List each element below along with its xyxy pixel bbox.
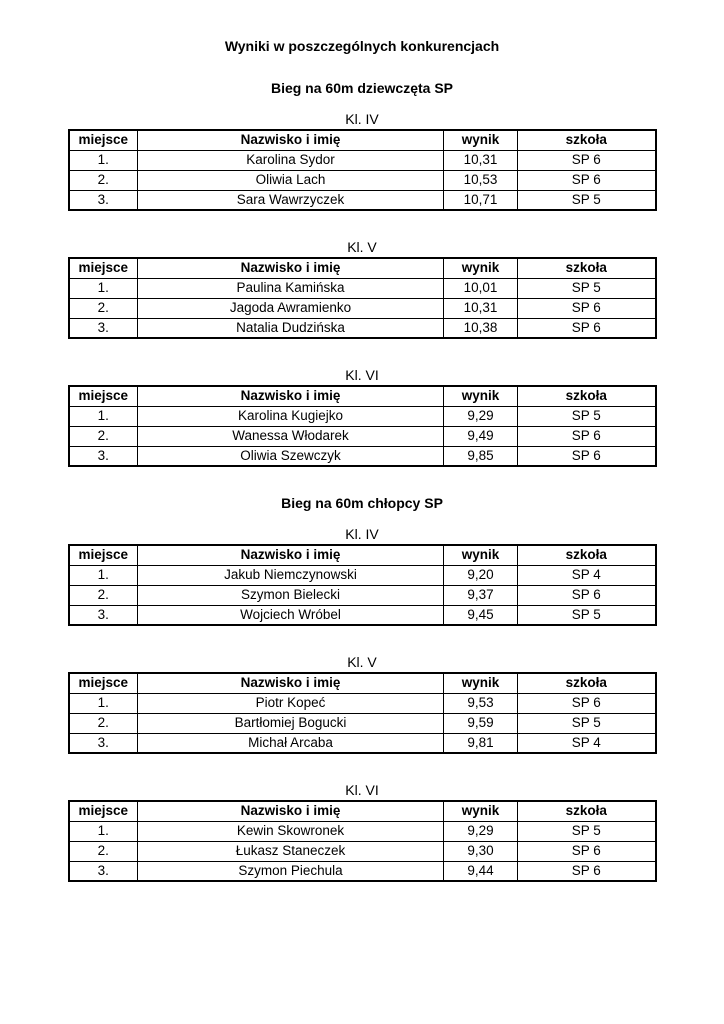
school-cell: SP 5 [518, 190, 656, 210]
class-label: Kl. VI [345, 367, 379, 383]
school-cell: SP 6 [518, 841, 656, 861]
column-header: wynik [444, 545, 518, 565]
column-header: wynik [444, 801, 518, 821]
school-cell: SP 5 [518, 278, 656, 298]
event-heading: Bieg na 60m dziewczęta SP [270, 80, 454, 96]
place-cell: 2. [69, 585, 138, 605]
column-header: wynik [444, 386, 518, 406]
table-header-row [69, 258, 656, 278]
name-cell: Jakub Niemczynowski [138, 565, 444, 585]
result-cell: 9,49 [444, 426, 518, 446]
result-cell: 9,45 [444, 605, 518, 625]
document-title: Wyniki w poszczególnych konkurencjach [224, 38, 500, 54]
table-row [69, 605, 656, 625]
place-cell: 2. [69, 841, 138, 861]
result-cell: 9,20 [444, 565, 518, 585]
place-cell: 1. [69, 150, 138, 170]
table-row [69, 693, 656, 713]
table-row [69, 733, 656, 753]
school-cell: SP 6 [518, 170, 656, 190]
results-table-block [0, 239, 724, 339]
name-cell: Wojciech Wróbel [138, 605, 444, 625]
name-cell: Szymon Piechula [138, 861, 444, 881]
column-header: Nazwisko i imię [138, 258, 444, 278]
table-row [69, 713, 656, 733]
name-cell: Oliwia Lach [138, 170, 444, 190]
results-table [68, 672, 657, 754]
column-header: szkoła [518, 130, 656, 150]
table-header-row [69, 673, 656, 693]
place-cell: 1. [69, 565, 138, 585]
name-cell: Natalia Dudzińska [138, 318, 444, 338]
result-cell: 10,31 [444, 150, 518, 170]
result-cell: 9,59 [444, 713, 518, 733]
table-row [69, 170, 656, 190]
column-header: Nazwisko i imię [138, 801, 444, 821]
table-header-row [69, 130, 656, 150]
column-header: szkoła [518, 258, 656, 278]
school-cell: SP 5 [518, 605, 656, 625]
place-cell: 2. [69, 426, 138, 446]
class-label: Kl. IV [345, 526, 379, 542]
class-label: Kl. IV [345, 111, 379, 127]
result-cell: 9,29 [444, 406, 518, 426]
results-table [68, 129, 657, 211]
name-cell: Sara Wawrzyczek [138, 190, 444, 210]
table-row [69, 278, 656, 298]
table-row [69, 318, 656, 338]
school-cell: SP 6 [518, 585, 656, 605]
column-header: Nazwisko i imię [138, 545, 444, 565]
result-cell: 9,29 [444, 821, 518, 841]
table-row [69, 585, 656, 605]
event-section [0, 495, 724, 882]
school-cell: SP 5 [518, 821, 656, 841]
result-cell: 9,44 [444, 861, 518, 881]
column-header: miejsce [69, 258, 138, 278]
school-cell: SP 5 [518, 713, 656, 733]
place-cell: 1. [69, 278, 138, 298]
results-table [68, 800, 657, 882]
results-table-block [0, 111, 724, 211]
result-cell: 9,81 [444, 733, 518, 753]
place-cell: 2. [69, 298, 138, 318]
place-cell: 2. [69, 170, 138, 190]
column-header: miejsce [69, 801, 138, 821]
school-cell: SP 6 [518, 298, 656, 318]
table-row [69, 446, 656, 466]
name-cell: Szymon Bielecki [138, 585, 444, 605]
name-cell: Piotr Kopeć [138, 693, 444, 713]
place-cell: 3. [69, 318, 138, 338]
column-header: miejsce [69, 130, 138, 150]
place-cell: 3. [69, 446, 138, 466]
class-label: Kl. V [347, 239, 377, 255]
column-header: szkoła [518, 673, 656, 693]
place-cell: 3. [69, 190, 138, 210]
column-header: Nazwisko i imię [138, 130, 444, 150]
result-cell: 9,30 [444, 841, 518, 861]
table-row [69, 565, 656, 585]
result-cell: 10,31 [444, 298, 518, 318]
column-header: Nazwisko i imię [138, 673, 444, 693]
school-cell: SP 6 [518, 150, 656, 170]
table-header-row [69, 386, 656, 406]
school-cell: SP 4 [518, 565, 656, 585]
table-row [69, 861, 656, 881]
result-cell: 10,38 [444, 318, 518, 338]
column-header: wynik [444, 258, 518, 278]
column-header: miejsce [69, 673, 138, 693]
column-header: szkoła [518, 801, 656, 821]
table-row [69, 841, 656, 861]
place-cell: 1. [69, 406, 138, 426]
result-cell: 10,71 [444, 190, 518, 210]
column-header: Nazwisko i imię [138, 386, 444, 406]
school-cell: SP 6 [518, 446, 656, 466]
table-row [69, 298, 656, 318]
name-cell: Łukasz Staneczek [138, 841, 444, 861]
school-cell: SP 6 [518, 861, 656, 881]
results-table-block [0, 782, 724, 882]
table-row [69, 150, 656, 170]
results-table-block [0, 526, 724, 626]
table-row [69, 406, 656, 426]
name-cell: Karolina Kugiejko [138, 406, 444, 426]
table-header-row [69, 545, 656, 565]
column-header: miejsce [69, 545, 138, 565]
column-header: szkoła [518, 545, 656, 565]
name-cell: Paulina Kamińska [138, 278, 444, 298]
name-cell: Karolina Sydor [138, 150, 444, 170]
table-row [69, 190, 656, 210]
result-cell: 10,53 [444, 170, 518, 190]
results-table [68, 257, 657, 339]
results-table-block [0, 367, 724, 467]
results-table-block [0, 654, 724, 754]
column-header: wynik [444, 673, 518, 693]
table-row [69, 426, 656, 446]
table-row [69, 821, 656, 841]
results-table [68, 544, 657, 626]
column-header: szkoła [518, 386, 656, 406]
place-cell: 3. [69, 861, 138, 881]
result-cell: 9,85 [444, 446, 518, 466]
class-label: Kl. V [347, 654, 377, 670]
table-header-row [69, 801, 656, 821]
name-cell: Kewin Skowronek [138, 821, 444, 841]
event-section [0, 80, 724, 467]
name-cell: Oliwia Szewczyk [138, 446, 444, 466]
name-cell: Michał Arcaba [138, 733, 444, 753]
result-cell: 9,53 [444, 693, 518, 713]
class-label: Kl. VI [345, 782, 379, 798]
place-cell: 2. [69, 713, 138, 733]
name-cell: Jagoda Awramienko [138, 298, 444, 318]
school-cell: SP 4 [518, 733, 656, 753]
event-heading: Bieg na 60m chłopcy SP [281, 495, 443, 511]
result-cell: 9,37 [444, 585, 518, 605]
place-cell: 3. [69, 605, 138, 625]
school-cell: SP 6 [518, 693, 656, 713]
school-cell: SP 6 [518, 426, 656, 446]
place-cell: 1. [69, 693, 138, 713]
column-header: miejsce [69, 386, 138, 406]
result-cell: 10,01 [444, 278, 518, 298]
column-header: wynik [444, 130, 518, 150]
results-table [68, 385, 657, 467]
sections-container [0, 80, 724, 882]
name-cell: Wanessa Włodarek [138, 426, 444, 446]
name-cell: Bartłomiej Bogucki [138, 713, 444, 733]
school-cell: SP 6 [518, 318, 656, 338]
school-cell: SP 5 [518, 406, 656, 426]
place-cell: 1. [69, 821, 138, 841]
place-cell: 3. [69, 733, 138, 753]
